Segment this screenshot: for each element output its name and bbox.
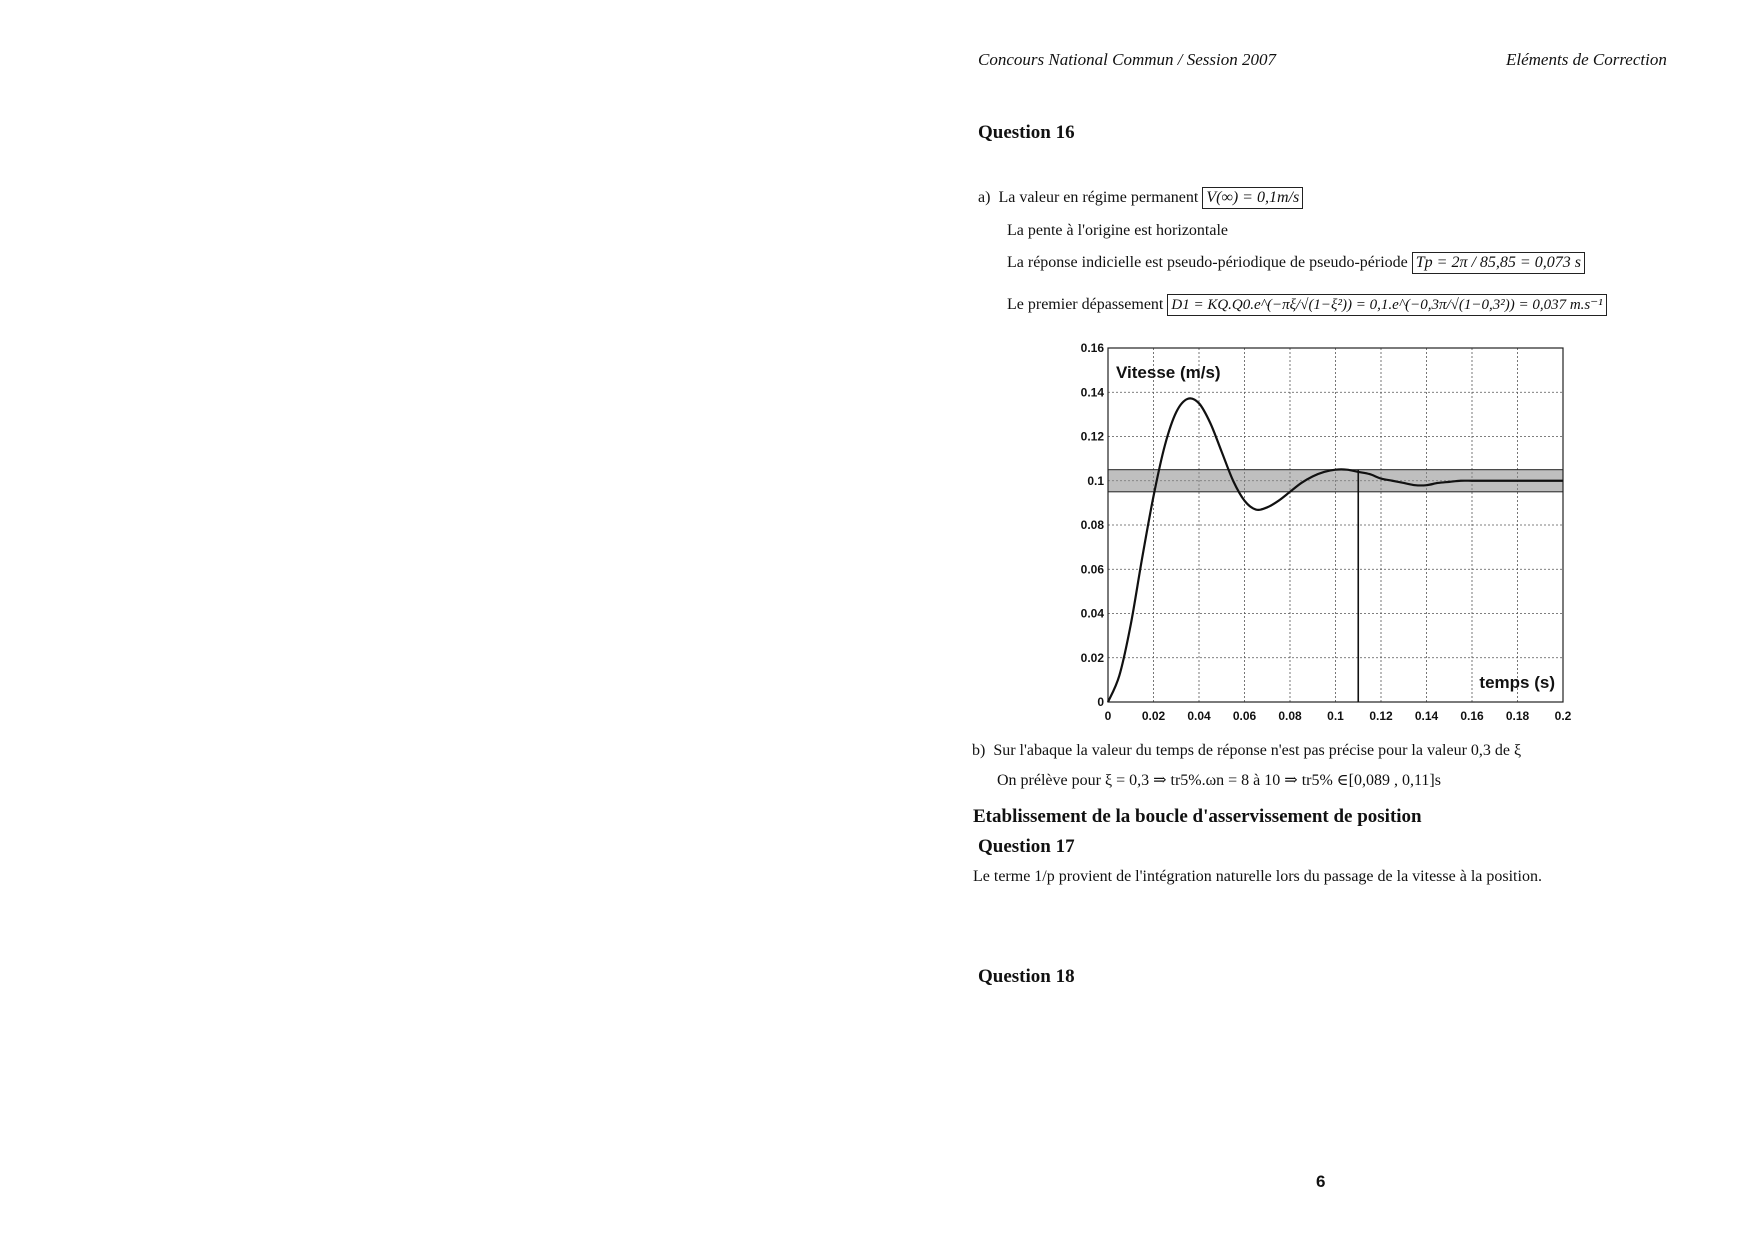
x-tick-label: 0.08	[1278, 709, 1302, 723]
page-number: 6	[1316, 1172, 1326, 1191]
q16-pseudo-period-line	[1007, 252, 1585, 274]
x-axis-label: temps (s)	[1479, 673, 1555, 692]
velocity-step-response-chart	[1080, 336, 1580, 726]
part-b-marker: b)	[972, 742, 986, 759]
steady-state-value-box: V(∞) = 0,1m/s	[1202, 187, 1303, 209]
y-tick-label: 0.04	[1080, 606, 1104, 621]
q16-part-b-line2: On prélève pour ξ = 0,3 ⇒ tr5%.ωn = 8 à 10 ⇒ tr5% ∈[0,089 , 0,11]s	[997, 772, 1441, 789]
pseudo-period-label: La réponse indicielle est pseudo-périodique de pseudo-période	[1007, 254, 1408, 271]
section-title: Etablissement de la boucle d'asservissement de position	[973, 806, 1422, 827]
overshoot-formula-box: D1 = KQ.Q0.e^(−πξ/√(1−ξ²)) = 0,1.e^(−0,3π/√(1−0,3²)) = 0,037 m.s⁻¹	[1167, 294, 1606, 316]
question-16-title: Question 16	[978, 122, 1075, 143]
part-a-marker: a)	[978, 189, 991, 206]
question-18-title: Question 18	[978, 966, 1075, 987]
y-tick-label: 0.06	[1080, 562, 1104, 577]
header-left: Concours National Commun / Session 2007	[978, 50, 1276, 69]
y-tick-label: 0.12	[1080, 429, 1104, 444]
q16-part-b-line1	[972, 742, 1521, 760]
y-axis-ticks	[1081, 341, 1105, 709]
x-tick-label: 0.2	[1554, 709, 1572, 723]
y-tick-label: 0.1	[1087, 473, 1104, 488]
y-tick-label: 0.16	[1080, 341, 1104, 355]
x-tick-label: 0.18	[1505, 709, 1530, 723]
x-tick-label: 0.16	[1460, 709, 1484, 723]
steady-state-label: La valeur en régime permanent	[998, 189, 1199, 206]
y-axis-label: Vitesse (m/s)	[1116, 363, 1221, 382]
y-tick-label: 0.02	[1080, 650, 1104, 665]
x-axis-ticks	[1105, 709, 1572, 723]
x-tick-label: 0.02	[1141, 709, 1166, 723]
y-tick-label: 0.08	[1080, 518, 1104, 532]
pseudo-period-value-box: Tp = 2π / 85,85 = 0,073 s	[1412, 252, 1585, 274]
q16-slope-note: La pente à l'origine est horizontale	[1007, 222, 1229, 239]
header-right: Eléments de Correction	[1506, 50, 1667, 69]
x-tick-label: 0.06	[1232, 709, 1257, 723]
x-tick-label: 0.04	[1187, 709, 1211, 723]
q16-part-a-line1	[978, 187, 1303, 209]
y-tick-label: 0.14	[1080, 385, 1104, 400]
y-tick-label: 0	[1097, 695, 1104, 709]
x-tick-label: 0.14	[1414, 709, 1439, 723]
question-17-title: Question 17	[978, 836, 1075, 857]
overshoot-label: Le premier dépassement	[1007, 296, 1164, 313]
x-tick-label: 0	[1104, 709, 1112, 723]
q17-answer: Le terme 1/p provient de l'intégration naturelle lors du passage de la vitesse à la position.	[973, 868, 1542, 885]
x-tick-label: 0.1	[1327, 709, 1344, 723]
response-time-note: Sur l'abaque la valeur du temps de réponse n'est pas précise pour la valeur 0,3 de ξ	[993, 742, 1522, 759]
q16-overshoot-line	[1007, 294, 1607, 316]
chart-grid	[1108, 348, 1563, 702]
x-tick-label: 0.12	[1369, 709, 1393, 723]
